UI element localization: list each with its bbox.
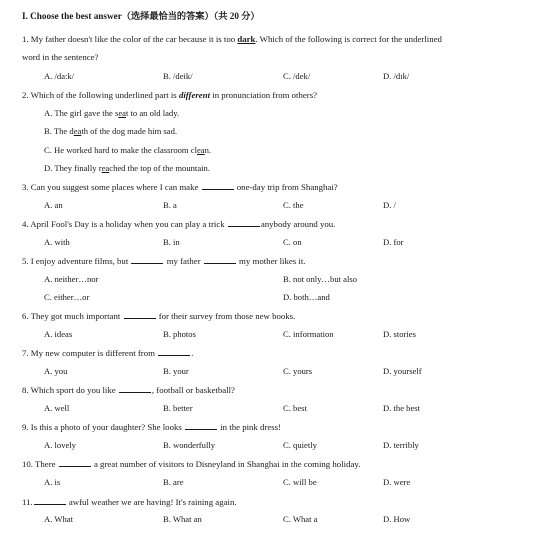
emphasized-word: different — [178, 90, 211, 100]
question-8-option-a[interactable]: A. well — [44, 403, 70, 413]
answer-blank[interactable] — [228, 218, 260, 227]
question-2-option-a[interactable]: A. The girl gave the seat to an old lady. — [44, 108, 180, 118]
answer-blank[interactable] — [131, 255, 163, 264]
question-5-option-b[interactable]: B. not only…but also — [283, 274, 358, 284]
answer-blank[interactable] — [202, 181, 234, 190]
question-2-option-d[interactable]: D. They finally reached the top of the mountain. — [44, 163, 210, 173]
question-6-option-a[interactable]: A. ideas — [44, 329, 73, 339]
question-5-option-a[interactable]: A. neither…nor — [44, 274, 99, 284]
question-4-option-b[interactable]: B. in — [163, 237, 180, 247]
question-6-option-d[interactable]: D. stories — [383, 329, 416, 339]
question-1-option-d[interactable]: D. /dɪk/ — [383, 71, 410, 81]
question-3-option-c[interactable]: C. the — [283, 200, 304, 210]
question-7-option-d[interactable]: D. yourself — [383, 366, 422, 376]
question-9-option-a[interactable]: A. lovely — [44, 440, 76, 450]
question-7-stem: 7. My new computer is different from . — [22, 348, 194, 358]
question-2-stem: 2. Which of the following underlined part is different in pronunciation from others? — [22, 90, 318, 100]
question-1-option-a[interactable]: A. /da:k/ — [44, 71, 75, 81]
question-9-stem: 9. Is this a photo of your daughter? She looks in the pink dress! — [22, 422, 282, 432]
question-11-stem: 11. awful weather we are having! It's raining again. — [22, 497, 237, 507]
question-11-option-a[interactable]: A. What — [44, 514, 73, 524]
question-10-option-b[interactable]: B. are — [163, 477, 184, 487]
question-5-option-c[interactable]: C. either…or — [44, 292, 90, 302]
question-3-stem: 3. Can you suggest some places where I can make one-day trip from Shanghai? — [22, 182, 338, 192]
question-9-option-d[interactable]: D. terribly — [383, 440, 419, 450]
question-3-option-a[interactable]: A. an — [44, 200, 63, 210]
question-4-stem: 4. April Fool's Day is a holiday when you can play a trick anybody around you. — [22, 219, 336, 229]
question-3-option-d[interactable]: D. / — [383, 200, 396, 210]
question-6-stem: 6. They got much important for their survey from those new books. — [22, 311, 296, 321]
answer-blank[interactable] — [119, 384, 151, 393]
underlined-word: dark — [237, 34, 256, 44]
question-1-option-c[interactable]: C. /dek/ — [283, 71, 311, 81]
question-1-option-b[interactable]: B. /deik/ — [163, 71, 193, 81]
question-4-option-d[interactable]: D. for — [383, 237, 404, 247]
question-8-stem: 8. Which sport do you like , football or basketball? — [22, 385, 235, 395]
question-1-stem: 1. My father doesn't like the color of the car because it is too dark. Which of the following is correct for the underlined — [22, 34, 442, 44]
answer-blank[interactable] — [59, 458, 91, 467]
question-8-option-b[interactable]: B. better — [163, 403, 193, 413]
question-5-option-d[interactable]: D. both…and — [283, 292, 330, 302]
question-10-option-d[interactable]: D. were — [383, 477, 411, 487]
question-7-option-b[interactable]: B. your — [163, 366, 189, 376]
question-10-option-c[interactable]: C. will be — [283, 477, 317, 487]
answer-blank[interactable] — [34, 496, 66, 505]
question-4-option-a[interactable]: A. with — [44, 237, 70, 247]
question-9-option-b[interactable]: B. wonderfully — [163, 440, 216, 450]
answer-blank[interactable] — [158, 347, 190, 356]
question-5-stem: 5. I enjoy adventure films, but my father my mother likes it. — [22, 256, 306, 266]
question-4-option-c[interactable]: C. on — [283, 237, 302, 247]
question-10-option-a[interactable]: A. is — [44, 477, 61, 487]
question-2-option-b[interactable]: B. The death of the dog made him sad. — [44, 126, 178, 136]
question-10-stem: 10. There a great number of visitors to Disneyland in Shanghai in the coming holiday. — [22, 459, 361, 469]
question-7-option-c[interactable]: C. yours — [283, 366, 313, 376]
question-9-option-c[interactable]: C. quietly — [283, 440, 317, 450]
answer-blank[interactable] — [204, 255, 236, 264]
question-11-option-d[interactable]: D. How — [383, 514, 411, 524]
answer-blank[interactable] — [124, 310, 156, 319]
section-heading: I. Choose the best answer（选择最恰当的答案）（共 20 分） — [22, 11, 260, 21]
question-8-option-c[interactable]: C. best — [283, 403, 307, 413]
question-8-option-d[interactable]: D. the best — [383, 403, 420, 413]
question-2-option-c[interactable]: C. He worked hard to make the classroom clean. — [44, 145, 212, 155]
question-6-option-c[interactable]: C. information — [283, 329, 334, 339]
question-7-option-a[interactable]: A. you — [44, 366, 68, 376]
question-11-option-b[interactable]: B. What an — [163, 514, 202, 524]
question-6-option-b[interactable]: B. photos — [163, 329, 196, 339]
answer-blank[interactable] — [185, 421, 217, 430]
question-11-option-c[interactable]: C. What a — [283, 514, 318, 524]
question-3-option-b[interactable]: B. a — [163, 200, 177, 210]
question-1-stem-line-2: word in the sentence? — [22, 52, 99, 62]
